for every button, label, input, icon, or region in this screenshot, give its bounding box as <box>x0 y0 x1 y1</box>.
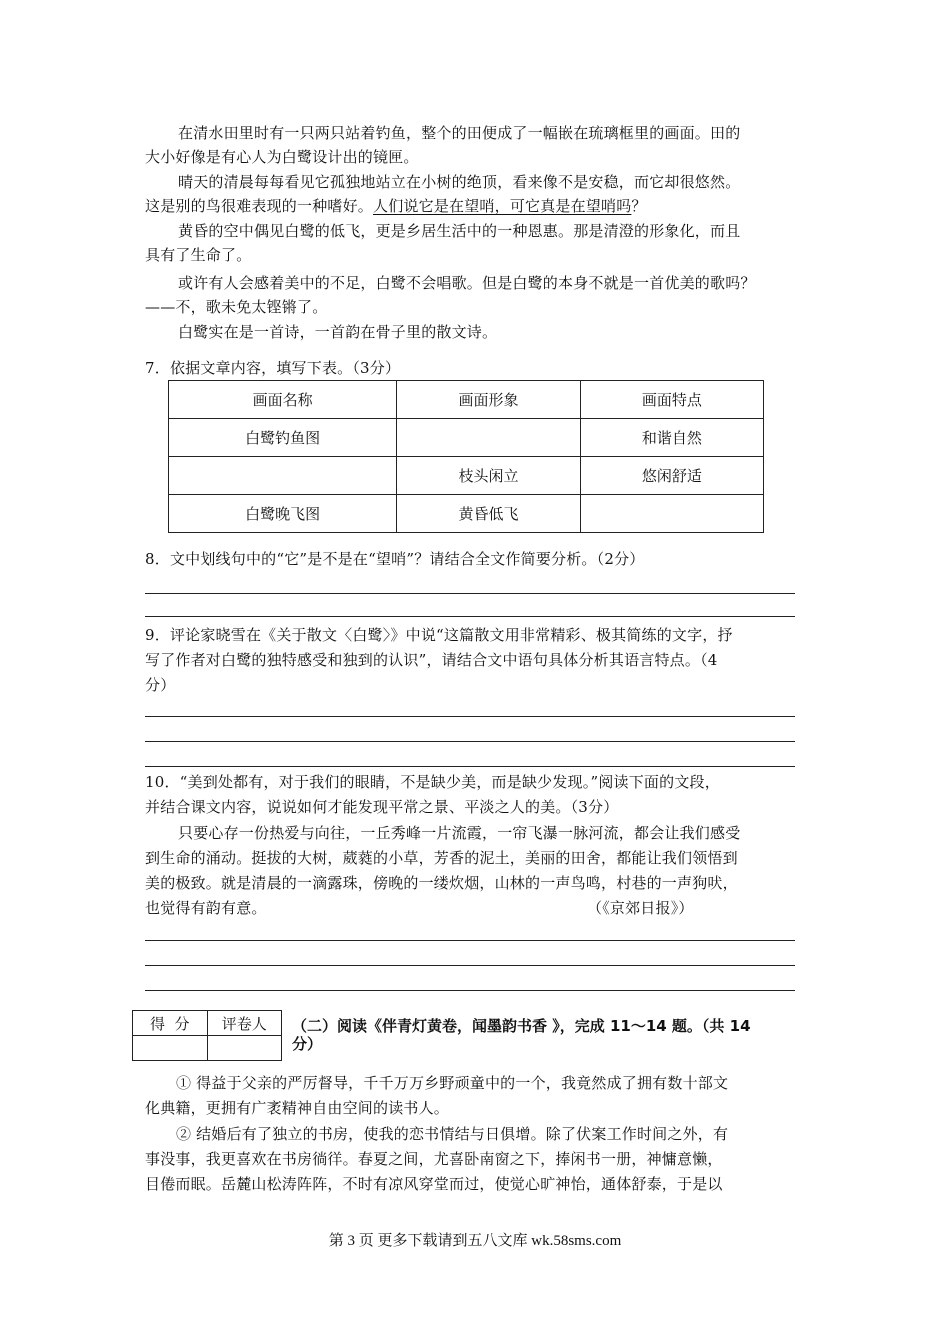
section2-title-line2: 分） <box>292 1035 323 1053</box>
q7-prompt: 7．依据文章内容，填写下表。（3分） <box>145 359 401 377</box>
passage-p4-line2: ——不，歌未免太铿锵了。 <box>145 298 328 316</box>
passage-p5: 白鹭实在是一首诗，一首韵在骨子里的散文诗。 <box>178 323 498 341</box>
q9-answer-line[interactable] <box>145 741 795 742</box>
q7-row <box>169 419 764 457</box>
q7-header-image: 画面形象 <box>397 381 580 419</box>
section2-title <box>292 1017 812 1053</box>
passage2-p1-line2: 化典籍，更拥有广袤精神自由空间的读书人。 <box>145 1099 450 1117</box>
passage-p1-line1: 在清水田里时有一只两只站着钓鱼，整个的田便成了一幅嵌在琉璃框里的画面。田的 <box>178 124 741 142</box>
q7-cell: 白鹭晚飞图 <box>169 495 397 533</box>
passage2-p2-line3: 目倦而眠。岳麓山松涛阵阵，不时有凉风穿堂而过，使觉心旷神怡，通体舒泰，于是以 <box>145 1175 723 1193</box>
q7-header-feature: 画面特点 <box>580 381 763 419</box>
q10-quote-line2: 到生命的涌动。挺拔的大树，葳蕤的小草，芳香的泥土，美丽的田舍，都能让我们领悟到 <box>145 849 738 867</box>
q10-quote-line4: 也觉得有韵有意。 <box>145 899 267 917</box>
q10-answer-line[interactable] <box>145 965 795 966</box>
q9-prompt-line2: 写了作者对白鹭的独特感受和独到的认识”，请结合文中语句具体分析其语言特点。（4 <box>145 651 718 669</box>
q10-prompt-line2: 并结合课文内容，说说如何才能发现平常之景、平淡之人的美。（3分） <box>145 798 619 816</box>
passage2-p1-line1: ① 得益于父亲的严厉督导，千千万万乡野顽童中的一个，我竟然成了拥有数十部文 <box>176 1074 729 1092</box>
passage-p4-line1: 或许有人会感着美中的不足，白鹭不会唱歌。但是白鹭的本身不就是一首优美的歌吗？ <box>178 274 756 292</box>
q7-cell: 黄昏低飞 <box>397 495 580 533</box>
passage2-p2-line1: ② 结婚后有了独立的书房，使我的恋书情结与日俱增。除了伏案工作时间之外，有 <box>176 1125 729 1143</box>
q8-answer-line[interactable] <box>145 593 795 594</box>
q7-header-name: 画面名称 <box>169 381 397 419</box>
q9-prompt-line1: 9．评论家晓雪在《关于散文〈白鹭〉》中说“这篇散文用非常精彩、极其简练的文字，抒 <box>145 626 733 644</box>
q10-answer-line[interactable] <box>145 990 795 991</box>
q7-cell: 白鹭钓鱼图 <box>169 419 397 457</box>
q9-answer-line[interactable] <box>145 716 795 717</box>
page-footer: 第 3 页 更多下载请到五八文库 wk.58sms.com <box>328 1233 622 1249</box>
q7-cell: 悠闲舒适 <box>580 457 763 495</box>
passage-p3-line2: 具有了生命了。 <box>145 246 252 264</box>
passage2-p2-line2: 事没事，我更喜欢在书房徜徉。春夏之间，尤喜卧南窗之下，捧闲书一册，神慵意懒， <box>145 1150 723 1168</box>
q8-prompt: 8．文中划线句中的“它”是不是在“望哨”？请结合全文作简要分析。（2分） <box>145 550 645 568</box>
q7-cell: 和谐自然 <box>580 419 763 457</box>
passage-p3-line1: 黄昏的空中偶见白鹭的低飞，更是乡居生活中的一种恩惠。那是清澄的形象化，而且 <box>178 222 741 240</box>
q7-blank-cell[interactable] <box>397 419 580 457</box>
passage-p2-line2 <box>145 196 647 216</box>
score-cell[interactable] <box>133 1036 208 1061</box>
q10-quote-line3: 美的极致。就是清晨的一滴露珠，傍晚的一缕炊烟，山林的一声鸟鸣，村巷的一声狗吠， <box>145 874 738 892</box>
q7-cell: 枝头闲立 <box>397 457 580 495</box>
q10-answer-line[interactable] <box>145 940 795 941</box>
q9-prompt-line3: 分） <box>145 676 176 694</box>
q10-quote-line1: 只要心存一份热爱与向往，一丘秀峰一片流霞，一帘飞瀑一脉河流，都会让我们感受 <box>178 824 741 842</box>
score-box <box>132 1010 282 1061</box>
grader-cell[interactable] <box>207 1036 282 1061</box>
q7-row <box>169 457 764 495</box>
q7-blank-cell[interactable] <box>580 495 763 533</box>
q10-prompt-line1: 10．“美到处都有，对于我们的眼睛，不是缺少美，而是缺少发现。”阅读下面的文段， <box>145 773 720 791</box>
passage-p2-end: ？ <box>631 197 647 215</box>
passage-p1-line2: 大小好像是有心人为白鹭设计出的镜匣。 <box>145 148 419 166</box>
q10-source: （《京郊日报》） <box>587 899 694 917</box>
q9-answer-line[interactable] <box>145 766 795 767</box>
q7-blank-cell[interactable] <box>169 457 397 495</box>
passage-p2-line1: 晴天的清晨每每看见它孤独地站立在小树的绝顶，看来像不是安稳，而它却很悠然。 <box>178 173 741 191</box>
passage-p2-plain: 这是别的鸟很难表现的一种嗜好。 <box>145 197 374 215</box>
q7-table <box>168 380 764 533</box>
q8-answer-line[interactable] <box>145 616 795 617</box>
underlined-sentence: 人们说它是在望哨，可它真是在望哨吗 <box>373 197 632 215</box>
section2-title-line1: （二）阅读《伴青灯黄卷，闻墨韵书香 》，完成 11～14 题。（共 14 <box>292 1017 751 1035</box>
grader-label: 评卷人 <box>207 1011 282 1036</box>
score-label: 得 分 <box>133 1011 208 1036</box>
q7-row <box>169 495 764 533</box>
q7-header-row <box>169 381 764 419</box>
